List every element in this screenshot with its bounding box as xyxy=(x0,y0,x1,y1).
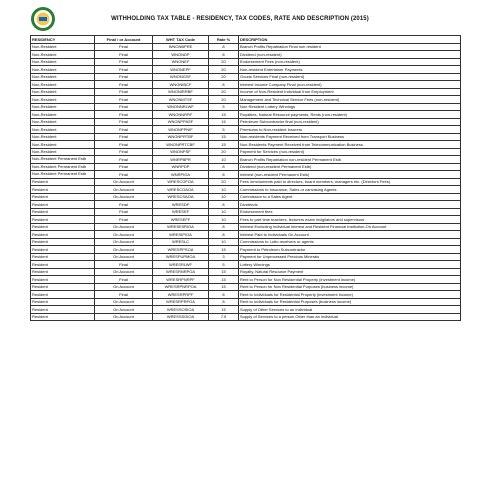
final-or-account-cell: Final xyxy=(95,66,153,74)
wht-tax-code-cell: WNONPPNIF xyxy=(153,126,209,134)
table-row xyxy=(31,51,461,59)
table-row xyxy=(31,96,461,104)
wht-tax-code-cell: WRESRPNRPF xyxy=(153,276,209,284)
description-cell: Endorsement fees xyxy=(239,208,461,216)
wht-tax-code-cell: WNONPRTBF xyxy=(153,133,209,141)
residency-cell: Resident xyxy=(31,306,95,314)
residency-cell: Non-Resident xyxy=(31,88,95,96)
final-or-account-cell: Final xyxy=(95,156,153,164)
description-cell: Interest Paid to Individuals On Account xyxy=(239,231,461,239)
residency-cell: Non-Resident xyxy=(31,126,95,134)
final-or-account-cell: On Account xyxy=(95,268,153,276)
table-row xyxy=(31,201,461,209)
final-or-account-cell: On Account xyxy=(95,193,153,201)
final-or-account-cell: Final xyxy=(95,126,153,134)
residency-cell: Resident xyxy=(31,283,95,291)
final-or-account-cell: On Account xyxy=(95,298,153,306)
wht-tax-code-cell: WNONPSF xyxy=(153,148,209,156)
table-row xyxy=(31,148,461,156)
page-title: WITHHOLDING TAX TABLE - RESIDENCY, TAX CODES, RATE AND DESCRIPTION (2015) xyxy=(111,16,369,22)
table-row xyxy=(31,171,461,179)
description-cell: Dividend (non-resident Permanent Estb) xyxy=(239,163,461,171)
final-or-account-cell: Final xyxy=(95,276,153,284)
final-or-account-cell: Final xyxy=(95,81,153,89)
residency-cell: Resident xyxy=(31,268,95,276)
rate-cell: 3 xyxy=(209,253,239,261)
wht-tax-code-cell: WNONPRTCBF xyxy=(153,141,209,149)
residency-cell: Resident xyxy=(31,216,95,224)
table-row xyxy=(31,163,461,171)
rate-cell: 5 xyxy=(209,126,239,134)
rate-cell: 7.5 xyxy=(209,313,239,321)
description-cell: Non-resident Entertainer Payments xyxy=(239,66,461,74)
table-row xyxy=(31,223,461,231)
table-row xyxy=(31,156,461,164)
rate-cell: 20 xyxy=(209,73,239,81)
description-cell: Payment for Unprocessed Precious Minerals xyxy=(239,253,461,261)
description-cell: Commissions to Lotto receivers or agents xyxy=(239,238,461,246)
final-or-account-cell: Final xyxy=(95,133,153,141)
table-row xyxy=(31,178,461,186)
rate-cell: 8 xyxy=(209,171,239,179)
rate-cell: 8 xyxy=(209,298,239,306)
residency-cell: Resident xyxy=(31,223,95,231)
final-or-account-cell: Final xyxy=(95,73,153,81)
final-or-account-cell: Final xyxy=(95,291,153,299)
wht-tax-code-cell: WNONEPF xyxy=(153,66,209,74)
residency-cell: Non-Resident Permanent Estb xyxy=(31,171,95,179)
rate-cell: 15 xyxy=(209,141,239,149)
final-or-account-cell: Final xyxy=(95,88,153,96)
wht-tax-code-cell: WNONNRRF xyxy=(153,111,209,119)
residency-cell: Resident xyxy=(31,201,95,209)
residency-cell: Non-Resident xyxy=(31,148,95,156)
rate-cell: 15 xyxy=(209,133,239,141)
residency-cell: Non-Resident xyxy=(31,81,95,89)
table-body xyxy=(31,43,461,321)
residency-cell: Non-Resident xyxy=(31,51,95,59)
residency-cell: Non-Resident xyxy=(31,133,95,141)
description-cell: Fees /emoluments paid to directors, board members, managers etc. (Directors Fees) xyxy=(239,178,461,186)
wht-tax-code-cell: WNRPDP xyxy=(153,163,209,171)
final-or-account-cell: On Account xyxy=(95,313,153,321)
table-row xyxy=(31,291,461,299)
rate-cell: 20 xyxy=(209,88,239,96)
table-row xyxy=(31,193,461,201)
final-or-account-cell: Final xyxy=(95,141,153,149)
rate-cell: 8 xyxy=(209,201,239,209)
table-row xyxy=(31,73,461,81)
description-cell: Payment to Petroleum Subcontractor xyxy=(239,246,461,254)
residency-cell: Resident xyxy=(31,276,95,284)
table-row xyxy=(31,313,461,321)
table-row xyxy=(31,238,461,246)
wht-tax-code-cell: WRESEF xyxy=(153,208,209,216)
rate-cell: 5 xyxy=(209,261,239,269)
table-row xyxy=(31,216,461,224)
residency-cell: Non-Resident Permanent Estb xyxy=(31,163,95,171)
description-cell: Petroleum Subcontractor final (non-resident) xyxy=(239,118,461,126)
table-row xyxy=(31,66,461,74)
column-header-rate: Rate % xyxy=(209,36,239,44)
description-cell: Branch Profits Repatriation Final non resident xyxy=(239,43,461,51)
description-cell: Branch Profits Repatriation non-resident Permanent Estb xyxy=(239,156,461,164)
rate-cell: 8 xyxy=(209,223,239,231)
table-header-row xyxy=(31,36,461,44)
description-cell: Non-residents Payment Received from Transport Business xyxy=(239,133,461,141)
table-row xyxy=(31,231,461,239)
description-cell: Premiums to Non-resident Insurers xyxy=(239,126,461,134)
wht-tax-code-cell: WNONGSF xyxy=(153,73,209,81)
residency-cell: Non-Resident Permanent Estb xyxy=(31,156,95,164)
wht-tax-code-cell: WRESEFF xyxy=(153,216,209,224)
residency-cell: Non-Resident xyxy=(31,111,95,119)
wht-tax-code-cell: WRESIPIOA xyxy=(153,231,209,239)
residency-cell: Resident xyxy=(31,238,95,246)
description-cell: Commission to a Sales Agent xyxy=(239,193,461,201)
description-cell: Supply of Services to a person Other than an Individual xyxy=(239,313,461,321)
residency-cell: Resident xyxy=(31,313,95,321)
rate-cell: 10 xyxy=(209,208,239,216)
rate-cell: 20 xyxy=(209,58,239,66)
description-cell: Interest Excluding Individual Interest and Resident Financial Institution-On Account xyxy=(239,223,461,231)
table-row xyxy=(31,246,461,254)
wht-tax-code-cell: WRESPPSOA xyxy=(153,246,209,254)
residency-cell: Resident xyxy=(31,186,95,194)
rate-cell: 5 xyxy=(209,103,239,111)
table-row xyxy=(31,276,461,284)
rate-cell: 15 xyxy=(209,246,239,254)
residency-cell: Resident xyxy=(31,178,95,186)
table-row xyxy=(31,88,461,96)
wht-tax-code-cell: WNONPPASF xyxy=(153,118,209,126)
final-or-account-cell: Final xyxy=(95,171,153,179)
rate-cell: 8 xyxy=(209,51,239,59)
rate-cell: 10 xyxy=(209,216,239,224)
table-row xyxy=(31,253,461,261)
rate-cell: 15 xyxy=(209,283,239,291)
rate-cell: 8 xyxy=(209,291,239,299)
final-or-account-cell: Final xyxy=(95,216,153,224)
wht-tax-code-cell: WNONBPRE xyxy=(153,43,209,51)
final-or-account-cell: Final xyxy=(95,118,153,126)
table-row xyxy=(31,126,461,134)
final-or-account-cell: On Account xyxy=(95,178,153,186)
residency-cell: Non-Resident xyxy=(31,73,95,81)
wht-tax-code-cell: WRESSOSIOA xyxy=(153,306,209,314)
rate-cell: 10 xyxy=(209,238,239,246)
wht-tax-code-cell: WRESRLWF xyxy=(153,261,209,269)
description-cell: Rent to Individuals for Residential Purposes (business income) xyxy=(239,298,461,306)
rate-cell: 10 xyxy=(209,193,239,201)
rate-cell: 15 xyxy=(209,268,239,276)
residency-cell: Non-Resident xyxy=(31,103,95,111)
rate-cell: 8 xyxy=(209,231,239,239)
table-row xyxy=(31,103,461,111)
table-row xyxy=(31,111,461,119)
description-cell: Goods Services Final (non-resident) xyxy=(239,73,461,81)
column-header-description: DESCRIPTION xyxy=(239,36,461,44)
residency-cell: Non-Resident xyxy=(31,96,95,104)
rate-cell: 15 xyxy=(209,306,239,314)
residency-cell: Non-Resident xyxy=(31,141,95,149)
column-header-residency: RESIDENCY xyxy=(31,36,95,44)
final-or-account-cell: On Account xyxy=(95,246,153,254)
description-cell: Non-Residents Payment Received from Telecommunication Business xyxy=(239,141,461,149)
rate-cell: 10 xyxy=(209,186,239,194)
final-or-account-cell: Final xyxy=(95,163,153,171)
rate-cell: 20 xyxy=(209,96,239,104)
wht-tax-code-cell: WRESEIIRIOA xyxy=(153,223,209,231)
description-cell: Payment for Services (non-resident) xyxy=(239,148,461,156)
final-or-account-cell: On Account xyxy=(95,186,153,194)
table-row xyxy=(31,141,461,149)
description-cell: Rent to Individuals for Residential Property (investment income) xyxy=(239,291,461,299)
description-cell: Commissions to Insurance, Sales or canvasing Agents xyxy=(239,186,461,194)
description-cell: Rent to Person for Non Residential Purposes (business income) xyxy=(239,283,461,291)
residency-cell: Resident xyxy=(31,253,95,261)
description-cell: Management and Technical Service Fees (non-resident) xyxy=(239,96,461,104)
description-cell: Rent to Person for Non Residential Property (investment income) xyxy=(239,276,461,284)
wht-tax-code-cell: WNRPIOA xyxy=(153,171,209,179)
residency-cell: Resident xyxy=(31,193,95,201)
wht-tax-code-cell: WRESPUPMOA xyxy=(153,253,209,261)
wht-tax-code-cell: WNONNRLWF xyxy=(153,103,209,111)
final-or-account-cell: Final xyxy=(95,148,153,156)
column-header-final-or-account: Final / or Account xyxy=(95,36,153,44)
residency-cell: Non-Resident xyxy=(31,43,95,51)
final-or-account-cell: On Account xyxy=(95,283,153,291)
residency-cell: Resident xyxy=(31,261,95,269)
wht-tax-code-cell: WRESLC xyxy=(153,238,209,246)
table-row xyxy=(31,283,461,291)
final-or-account-cell: Final xyxy=(95,58,153,66)
rate-cell: 8 xyxy=(209,81,239,89)
wht-tax-code-cell: WRESCOFOA xyxy=(153,178,209,186)
final-or-account-cell: Final xyxy=(95,201,153,209)
final-or-account-cell: Final xyxy=(95,96,153,104)
wht-tax-code-cell: WRESSSOIOA xyxy=(153,313,209,321)
final-or-account-cell: Final xyxy=(95,111,153,119)
description-cell: Royalty, Natural Resource Payment xyxy=(239,268,461,276)
column-header-wht-tax-code: WHT TAX Code xyxy=(153,36,209,44)
wht-tax-code-cell: WNONEF xyxy=(153,58,209,66)
residency-cell: Non-Resident xyxy=(31,118,95,126)
final-or-account-cell: Final xyxy=(95,208,153,216)
table-row xyxy=(31,208,461,216)
table-row xyxy=(31,186,461,194)
wht-tax-code-cell: WNONIRRBF xyxy=(153,88,209,96)
rate-cell: 10 xyxy=(209,156,239,164)
description-cell: Endorsement Fees (non-resident) xyxy=(239,58,461,66)
rate-cell: 8 xyxy=(209,163,239,171)
table-row xyxy=(31,81,461,89)
table-row xyxy=(31,118,461,126)
wht-tax-code-cell: WRESRPRPOA xyxy=(153,298,209,306)
rate-cell: 15 xyxy=(209,111,239,119)
rate-cell: 20 xyxy=(209,178,239,186)
wht-tax-code-cell: WRESRPRPF xyxy=(153,291,209,299)
description-cell: Income of Non-Resident Individual from Employment xyxy=(239,88,461,96)
description-cell: Non Resident Lottery Winnings xyxy=(239,103,461,111)
final-or-account-cell: On Account xyxy=(95,306,153,314)
final-or-account-cell: On Account xyxy=(95,223,153,231)
final-or-account-cell: On Account xyxy=(95,231,153,239)
description-cell: Dividends xyxy=(239,201,461,209)
description-cell: Dividend (non-resident) xyxy=(239,51,461,59)
description-cell: Royalties, Natural Resource payments, Rents (non-resident) xyxy=(239,111,461,119)
final-or-account-cell: On Account xyxy=(95,253,153,261)
withholding-tax-table xyxy=(30,35,461,321)
wht-tax-code-cell: WRESDF xyxy=(153,201,209,209)
residency-cell: Resident xyxy=(31,246,95,254)
description-cell: Supply of Other Services to an Individual xyxy=(239,306,461,314)
final-or-account-cell: On Account xyxy=(95,238,153,246)
table-row xyxy=(31,133,461,141)
rate-cell: 15 xyxy=(209,276,239,284)
table-row xyxy=(31,261,461,269)
table-row xyxy=(31,306,461,314)
wht-tax-code-cell: WNONDP xyxy=(153,51,209,59)
wht-tax-code-cell: WRESCSAOA xyxy=(153,193,209,201)
residency-cell: Resident xyxy=(31,208,95,216)
description-cell: Interest (non-resident Permanent Estb) xyxy=(239,171,461,179)
final-or-account-cell: Final xyxy=(95,261,153,269)
table-row xyxy=(31,43,461,51)
wht-tax-code-cell: WRESRNRPOA xyxy=(153,268,209,276)
rate-cell: 20 xyxy=(209,66,239,74)
rate-cell: 20 xyxy=(209,148,239,156)
residency-cell: Resident xyxy=(31,231,95,239)
rate-cell: 15 xyxy=(209,118,239,126)
table-row xyxy=(31,298,461,306)
final-or-account-cell: Final xyxy=(95,43,153,51)
description-cell: Interest Income Company Final (non-resident) xyxy=(239,81,461,89)
wht-tax-code-cell: WRESRPNRPOA xyxy=(153,283,209,291)
residency-cell: Non-Resident xyxy=(31,66,95,74)
residency-cell: Resident xyxy=(31,298,95,306)
table-row xyxy=(31,58,461,66)
residency-cell: Resident xyxy=(31,291,95,299)
wht-tax-code-cell: WRESCOAOA xyxy=(153,186,209,194)
wht-tax-code-cell: WNONIBCF xyxy=(153,81,209,89)
final-or-account-cell: Final xyxy=(95,103,153,111)
rate-cell: 8 xyxy=(209,43,239,51)
final-or-account-cell: Final xyxy=(95,51,153,59)
wht-tax-code-cell: WNONMTSF xyxy=(153,96,209,104)
wht-tax-code-cell: WNRPBPR xyxy=(153,156,209,164)
description-cell: Fees to part time teachers, lecturers exam invigilators and supervisors xyxy=(239,216,461,224)
residency-cell: Non-Resident xyxy=(31,58,95,66)
description-cell: Lottery Winnings xyxy=(239,261,461,269)
table-row xyxy=(31,268,461,276)
